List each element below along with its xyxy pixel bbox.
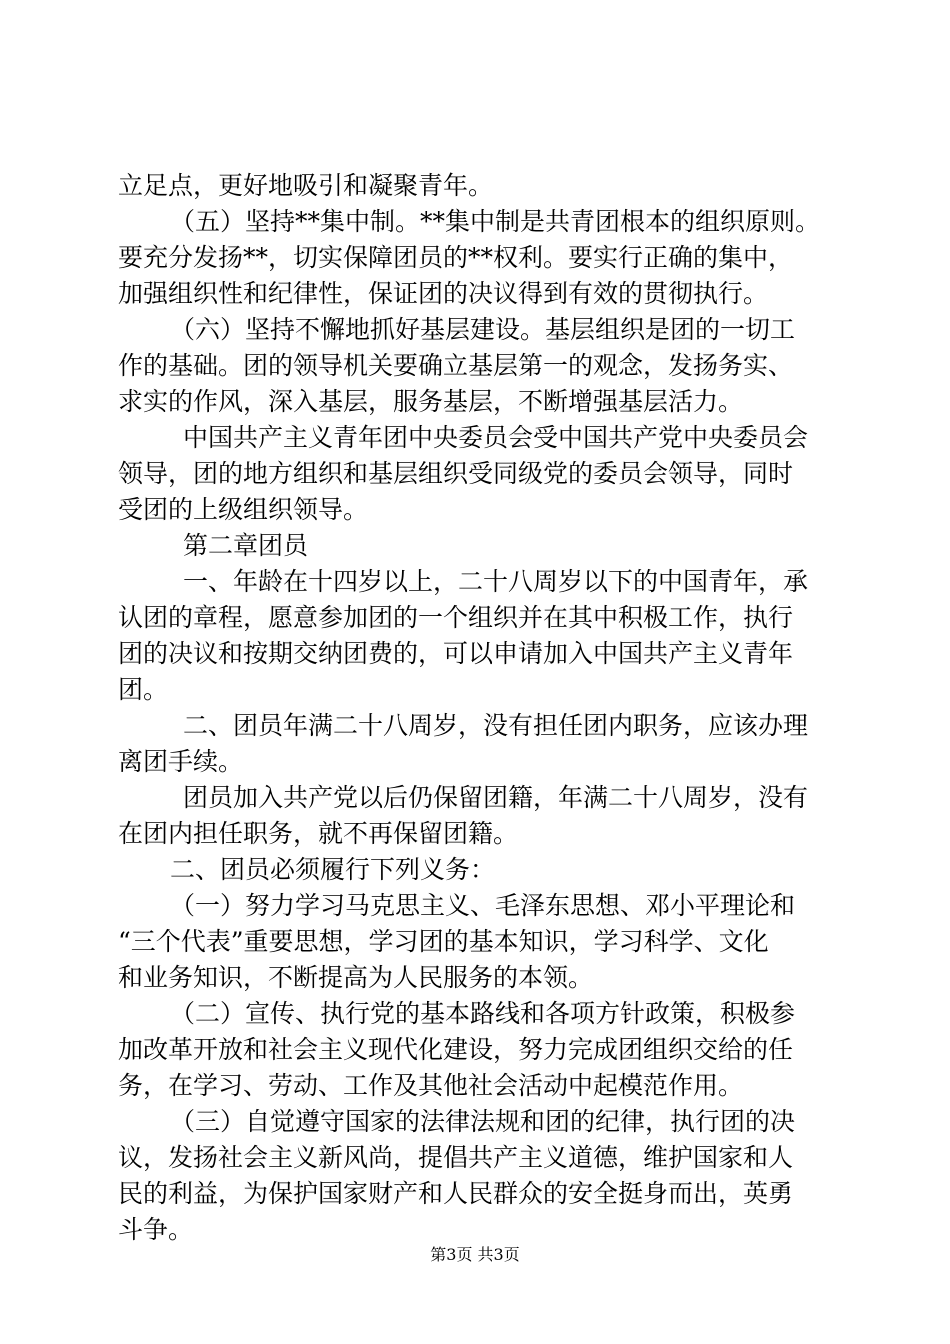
- text-line: 立足点，更好地吸引和凝聚青年。: [118, 171, 494, 200]
- text-line: （五）坚持**集中制。**集中制是共青团根本的组织原则。: [170, 207, 821, 236]
- text-line: 要充分发扬**，切实保障团员的**权利。要实行正确的集中，: [118, 243, 794, 272]
- text-line: 求实的作风，深入基层，服务基层，不断增强基层活力。: [118, 387, 744, 416]
- text-line: “三个代表”重要思想，学习团的基本知识，学习科学、文化: [118, 927, 769, 956]
- text-line: 加强组织性和纪律性，保证团的决议得到有效的贯彻执行。: [118, 279, 769, 308]
- chapter-heading: 第二章团员: [183, 531, 309, 560]
- text-line: 议，发扬社会主义新风尚，提倡共产主义道德，维护国家和人: [118, 1143, 794, 1172]
- text-line: 民的利益，为保护国家财产和人民群众的安全挺身而出，英勇: [118, 1179, 794, 1208]
- text-line: （三）自觉遵守国家的法律法规和团的纪律，执行团的决: [170, 1107, 796, 1136]
- text-line: 斗争。: [118, 1215, 194, 1244]
- text-line: 团员加入共产党以后仍保留团籍，年满二十八周岁，没有: [183, 783, 809, 812]
- text-line: （一）努力学习马克思主义、毛泽东思想、邓小平理论和: [170, 891, 796, 920]
- text-line: 受团的上级组织领导。: [118, 495, 369, 524]
- text-line: 务，在学习、劳动、工作及其他社会活动中起模范作用。: [118, 1071, 744, 1100]
- text-line: 领导，团的地方组织和基层组织受同级党的委员会领导，同时: [118, 459, 794, 488]
- text-line: 二、团员年满二十八周岁，没有担任团内职务，应该办理: [183, 711, 809, 740]
- text-line: （二）宣传、执行党的基本路线和各项方针政策，积极参: [170, 999, 796, 1028]
- text-line: 作的基础。团的领导机关要确立基层第一的观念，发扬务实、: [118, 351, 794, 380]
- page-footer: 第3页 共3页: [430, 1245, 520, 1264]
- text-line: 二、团员必须履行下列义务：: [170, 855, 496, 884]
- text-line: 认团的章程，愿意参加团的一个组织并在其中积极工作，执行: [118, 603, 794, 632]
- text-line: 加改革开放和社会主义现代化建设，努力完成团组织交给的任: [118, 1035, 794, 1064]
- text-line: 团。: [118, 675, 169, 704]
- text-line: （六）坚持不懈地抓好基层建设。基层组织是团的一切工: [170, 315, 796, 344]
- text-line: 团的决议和按期交纳团费的，可以申请加入中国共产主义青年: [118, 639, 794, 668]
- text-line: 在团内担任职务，就不再保留团籍。: [118, 819, 519, 848]
- text-line: 一、年龄在十四岁以上，二十八周岁以下的中国青年，承: [183, 567, 809, 596]
- text-line: 和业务知识，不断提高为人民服务的本领。: [118, 963, 594, 992]
- text-line: 中国共产主义青年团中央委员会受中国共产党中央委员会: [183, 423, 809, 452]
- text-line: 离团手续。: [118, 747, 244, 776]
